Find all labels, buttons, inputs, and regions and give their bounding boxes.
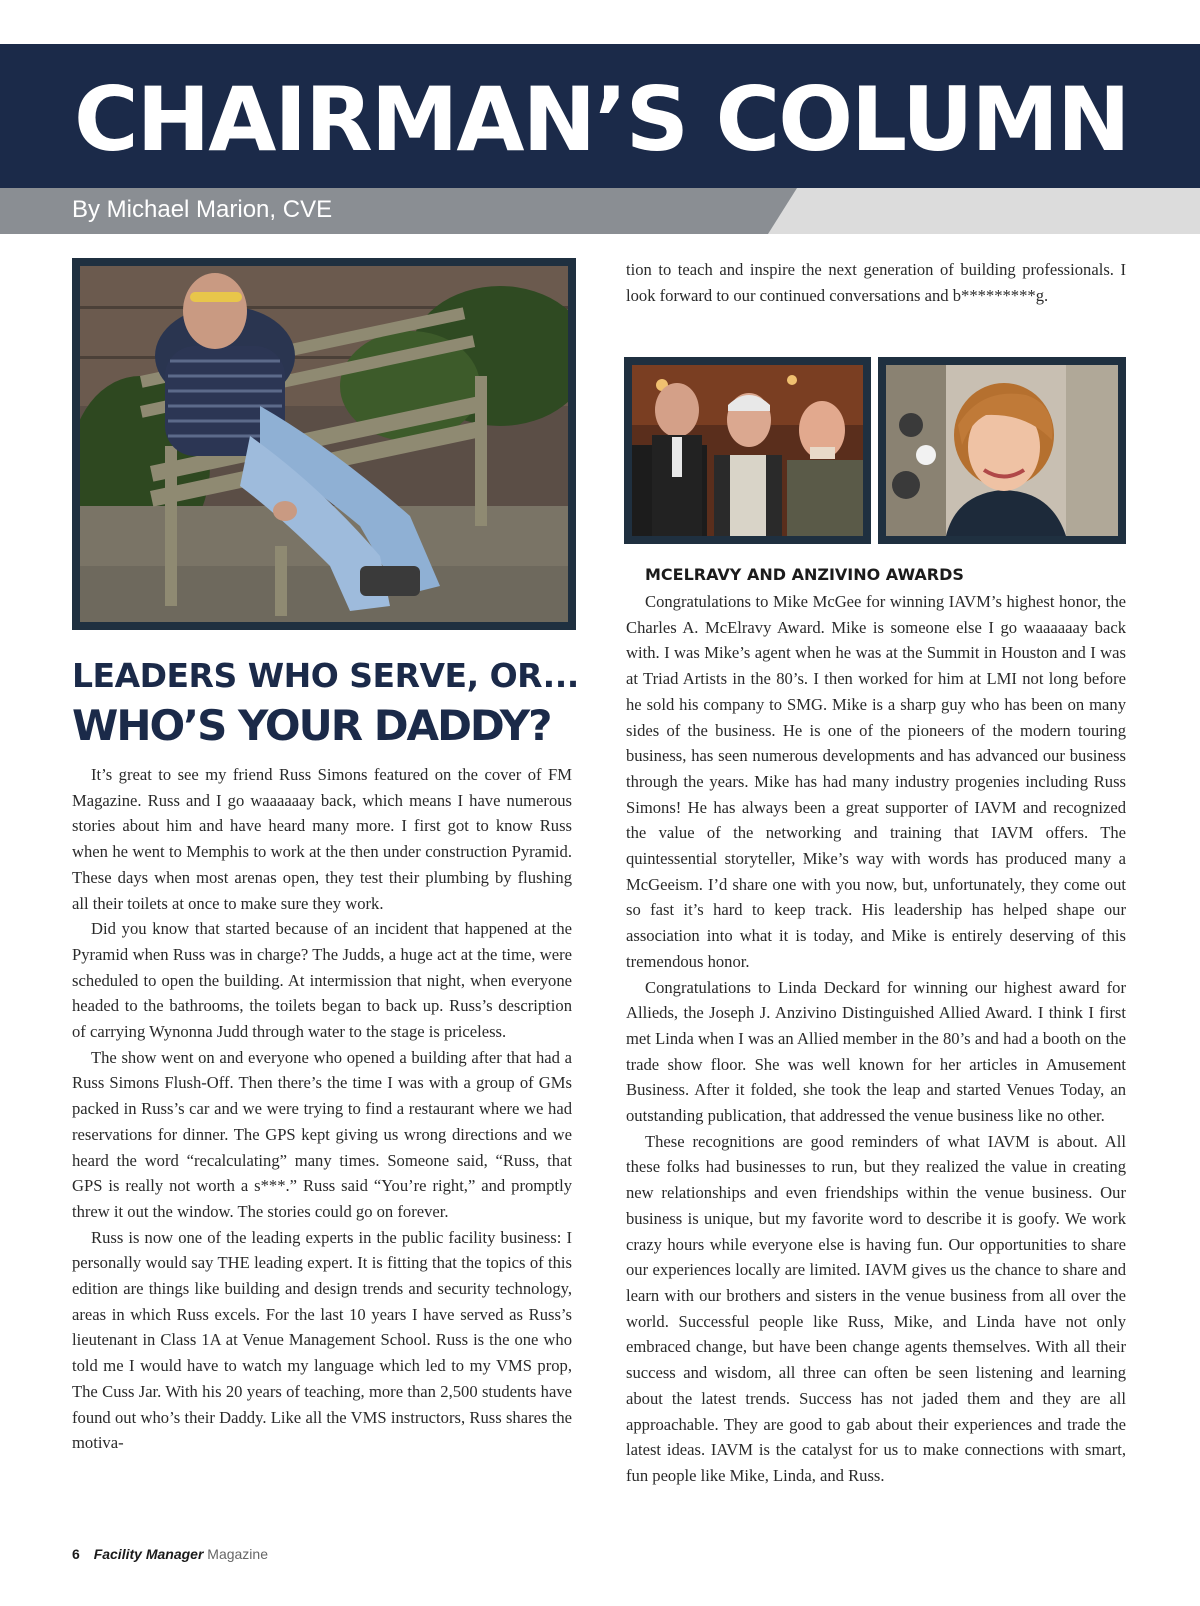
page-title: CHAIRMAN’S COLUMN bbox=[74, 68, 1129, 171]
byline-bar bbox=[0, 188, 1200, 234]
photo-woman bbox=[878, 357, 1126, 544]
paragraph: These recognitions are good reminders of what IAVM is about. All these folks had businesses to run, but they realized the value in creating new relationships and even friendships within the venue business. Our business is unique, but my favorite word to describe it is goofy. We work crazy hours while everyone else is having fun. Our opportunities to share our experiences locally are limited. IAVM gives us the chance to share and learn with our brothers and sisters in the venue business from all over the world. Successful people like Russ, Mike, and Linda have not only embraced change, but have been change agents themselves. With all their success and wisdom, all three can often be seen listening and learning about the latest trends. Success has not jaded them and they are all approachable. They are good to gab about their experiences and trade the latest ideas. IAVM is the catalyst for us to make connections with smart, fun people like Mike, Linda, and Russ. bbox=[626, 1131, 1126, 1485]
article-headline bbox=[72, 653, 579, 753]
page-number: 6 bbox=[72, 1546, 80, 1562]
photo-man-on-bench-image bbox=[80, 266, 568, 622]
paragraph: Did you know that started because of an incident that happened at the Pyramid when Russ was in charge? The Judds, a huge act at the time, were scheduled to open the building. At intermission that night, when everyone headed to the bathrooms, the toilets began to back up. Russ’s description of carrying Wynonna Judd through water to the stage is priceless. bbox=[72, 919, 572, 1042]
right-body-column bbox=[626, 589, 1126, 1489]
section-heading: MCELRAVY AND ANZIVINO AWARDS bbox=[645, 565, 964, 584]
paragraph: The show went on and everyone who opened a building after that had a Russ Simons Flush-Off. Then there’s the time I was with a group of GMs packed in Russ’s car and we were trying to find a restaurant where we had reservations for dinner. The GPS kept giving us wrong directions and we heard the word “recalculating” many times. Someone said, “Russ, that GPS is really not worth a s***.” Russ said “You’re right,” and promptly threw it out the window. The stories could go on forever. bbox=[72, 1047, 572, 1221]
right-column-continuation bbox=[626, 257, 1126, 308]
magazine-suffix: Magazine bbox=[207, 1546, 268, 1562]
headline-line-1: LEADERS WHO SERVE, OR... bbox=[72, 656, 579, 695]
byline: By Michael Marion, CVE bbox=[72, 196, 333, 223]
photo-three-men-image bbox=[632, 365, 863, 536]
photo-man-on-bench bbox=[72, 258, 576, 630]
photo-three-men bbox=[624, 357, 871, 544]
headline-line-2: WHO’S YOUR DADDY? bbox=[72, 701, 551, 750]
paragraph: Congratulations to Linda Deckard for winning our highest award for Allieds, the Joseph J. Anzivino Distinguished Allied Award. I think I first met Linda when I was an Allied member in the 80’s and had a booth on the trade show floor. She was well known for her articles in Amusement Business. After it folded, she took the leap and started Venues Today, an outstanding publication, that addressed the venue business like no other. bbox=[626, 977, 1126, 1126]
page-footer bbox=[72, 1546, 268, 1562]
paragraph: tion to teach and inspire the next generation of building professionals. I look forward to our continued conversations and b*********g. bbox=[626, 260, 1126, 305]
paragraph: Congratulations to Mike McGee for winning IAVM’s highest honor, the Charles A. McElravy Award. Mike is someone else I go waaaaaay back with. I was Mike’s agent when he was at the Summit in Houston and I was at Triad Artists in the 80’s. I then worked for him at LMI not long before he sold his company to SMG. Mike is a sharp guy who has been on many sides of the business. He is one of the pioneers of the modern touring business, has seen numerous developments and has advanced our business through the years. Mike has had many industry progenies including Russ Simons! He has always been a great supporter of IAVM and recognized the value of the networking and training that IAVM offers. The quintessential storyteller, Mike’s way with words has produced many a McGeeism. I’d share one with you now, but, unfortunately, they come out so fast it’s hard to keep track. His leadership has helped shape our association into what it is today, and Mike is entirely deserving of this tremendous honor. bbox=[626, 592, 1126, 971]
title-banner bbox=[0, 44, 1200, 188]
paragraph: Russ is now one of the leading experts in the public facility business: I personally would say THE leading expert. It is fitting that the topics of this edition are things like building and design trends and security technology, areas in which Russ excels. For the last 10 years I have served as Russ’s lieutenant in Class 1A at Venue Management School. Russ is the one who told me I would have to watch my language which led to my VMS prop, The Cuss Jar. With his 20 years of teaching, more than 2,500 students have found out who’s their Daddy. Like all the VMS instructors, Russ shares the motiva- bbox=[72, 1227, 572, 1453]
left-body-column bbox=[72, 762, 572, 1456]
photo-woman-image bbox=[886, 365, 1118, 536]
paragraph: It’s great to see my friend Russ Simons featured on the cover of FM Magazine. Russ and I go waaaaaay back, which means I have numerous stories about him and have heard many more. I first got to know Russ when he went to Memphis to work at the then under construction Pyramid. These days when most arenas open, they test their plumbing by flushing all their toilets at once to make sure they work. bbox=[72, 765, 572, 913]
magazine-name: Facility Manager bbox=[93, 1546, 204, 1562]
